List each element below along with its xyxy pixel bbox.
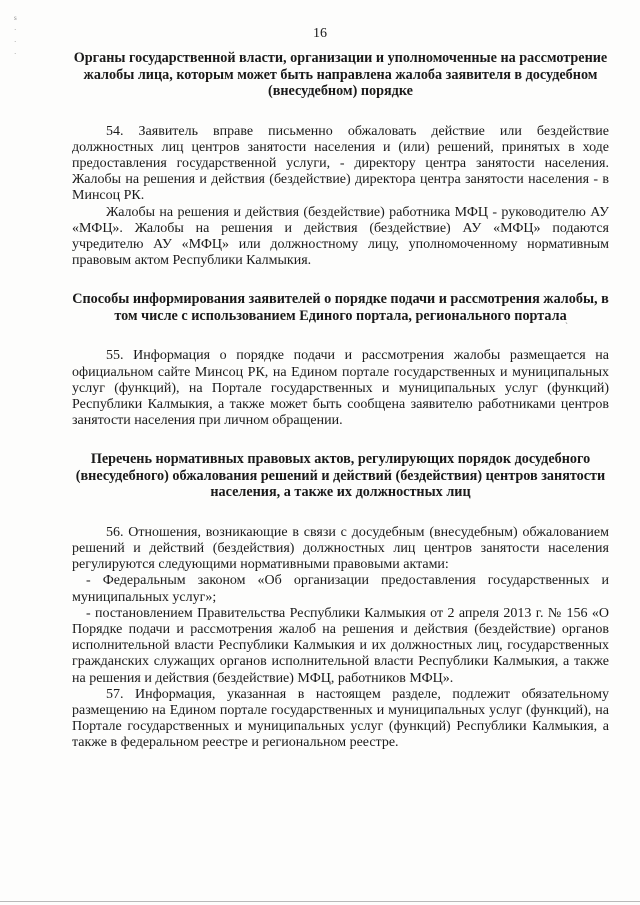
document-body [72,50,609,752]
margin-mark: · [14,26,17,34]
margin-mark: s [14,14,17,22]
paragraph-54: 54. Заявитель вправе письменно обжаловать действие или бездействие должностных лиц центров занятости населения и (или) решений, принятых в ходе предоставления государственной услуги, - директору центра занятости населения. Жалобы на решения и действия (бездействие) директора центра занятости населения - в Минсоц РК. [72,123,609,204]
section-heading-informing-methods: Способы информирования заявителей о порядке подачи и рассмотрения жалобы, в том числе с использованием Единого портала, регионального портала [72,291,609,324]
paragraph-57: 57. Информация, указанная в настоящем разделе, подлежит обязательному размещению на Едином портале государственных и муниципальных услуг (функций), на Портале государственных и муниципальных услуг (функций) Республики Калмыкия, а также в федеральном реестре и региональном реестре. [72,686,609,751]
paragraph-55: 55. Информация о порядке подачи и рассмотрения жалобы размещается на официальном сайте Минсоц РК, на Едином портале государственных и муниципальных услуг (функций), на Портале государственных и муниципальных услуг (функций) Республики Калмыкия, а также может быть сообщена заявителю работниками центров занятости населения при личном обращении. [72,348,609,429]
page-number: 16 [313,26,327,41]
paragraph-mfc-complaints: Жалобы на решения и действия (бездействие) работника МФЦ - руководителю АУ «МФЦ». Жалобы на решения и действия (бездействие) АУ «МФЦ» подаются учредителю АУ «МФЦ» или должностному лицу, уполномоченному нормативным правовым актом Республики Калмыкия. [72,204,609,269]
margin-mark: · [14,38,17,46]
stray-mark: ` [565,321,568,331]
section-heading-complaint-bodies: Органы государственной власти, организации и уполномоченные на рассмотрение жалобы лица, которым может быть направлена жалоба заявителя в досудебном (внесудебном) порядке [73,50,608,99]
paragraph-56: 56. Отношения, возникающие в связи с досудебным (внесудебным) обжалованием решений и действий (бездействия) должностных лиц центров занятости населения регулируются следующими нормативными правовыми актами: [72,524,609,573]
list-item-government-resolution: - постановлением Правительства Республики Калмыкия от 2 апреля 2013 г. № 156 «О Порядке подачи и рассмотрения жалоб на решения и действия (бездействие) органов исполнительной власти Республики Калмыкия и их должностных лиц, государственных гражданских служащих органов исполнительной власти Республики Калмыкия, а также на решения и действия (бездействие) МФЦ, работников МФЦ». [72,605,609,686]
bottom-edge-line [0,901,640,902]
margin-mark: · [14,50,17,58]
section-heading-regulatory-acts: Перечень нормативных правовых актов, регулирующих порядок досудебного (внесудебного) обжалования решений и действий (бездействия) центров занятости населения, а также их должностных лиц [75,451,606,501]
list-item-federal-law: - Федеральным законом «Об организации предоставления государственных и муниципальных услуг»; [72,573,609,605]
